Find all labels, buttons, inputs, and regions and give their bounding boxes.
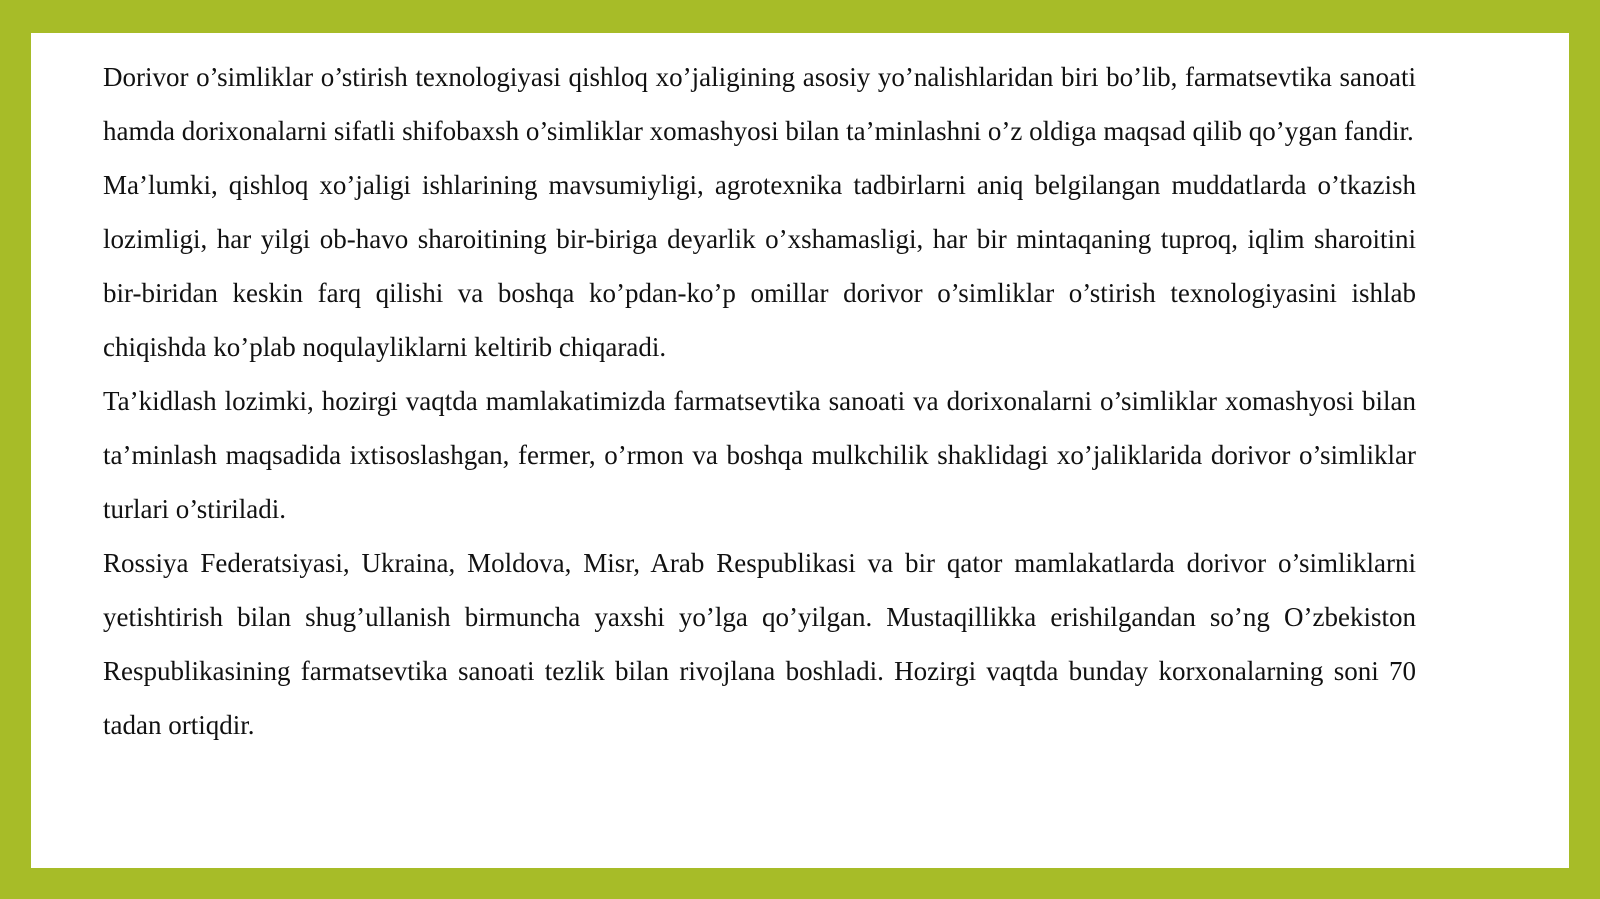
paragraph-1: Dorivor o’simliklar o’stirish texnologiyasi qishloq xo’jaligining asosiy yo’nalishlaridan biri bo’lib, farmatsevtika sanoati hamda dorixonalarni sifatli shifobaxsh o’simliklar xomashyosi bilan ta’minlashni o’z oldiga maqsad qilib qo’ygan fandir. [103, 62, 1416, 146]
slide-content-area [31, 33, 1569, 868]
paragraph-3: Ta’kidlash lozimki, hozirgi vaqtda mamlakatimizda farmatsevtika sanoati va dorixonalarni o’simliklar xomashyosi bilan ta’minlash maqsadida ixtisoslashgan, fermer, o’rmon va boshqa mulkchilik shaklidagi xo’jaliklarida dorivor o’simliklar turlari o’stiriladi. [103, 386, 1416, 524]
paragraph-4: Rossiya Federatsiyasi, Ukraina, Moldova, Misr, Arab Respublikasi va bir qator mamlakatlarda dorivor o’simliklarni yetishtirish bilan shug’ullanish birmuncha yaxshi yo’lga qo’yilgan. Mustaqillikka erishilgandan so’ng O’zbekiston Respublikasining farmatsevtika sanoati tezlik bilan rivojlana boshladi. Hozirgi vaqtda bunday korxonalarning soni 70 tadan ortiqdir. [103, 548, 1416, 740]
paragraph-2: Ma’lumki, qishloq xo’jaligi ishlarining mavsumiyligi, agrotexnika tadbirlarni aniq belgilangan muddatlarda o’tkazish lozimligi, har yilgi ob-havo sharoitining bir-biriga deyarlik o’xshamasligi, har bir mintaqaning tuproq, iqlim sharoitini bir-biridan keskin farq qilishi va boshqa ko’pdan-ko’p omillar dorivor o’simliklar o’stirish texnologiyasini ishlab chiqishda ko’plab noqulayliklarni keltirib chiqaradi. [103, 170, 1416, 362]
text-body [103, 50, 1416, 752]
